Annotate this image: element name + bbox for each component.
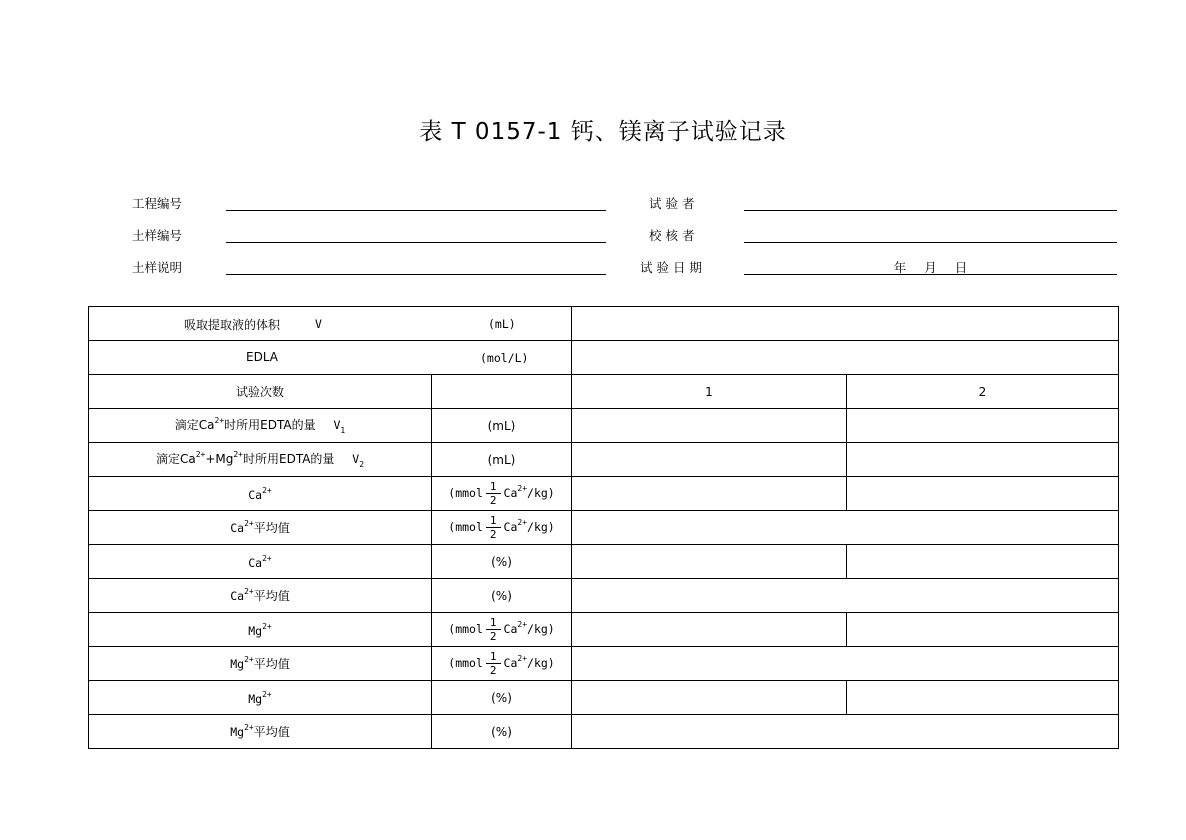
unit-pre: (mmol <box>448 520 483 534</box>
trial-count-label: 试验次数 <box>89 375 432 409</box>
fraction-num: 1 <box>486 616 501 630</box>
ion-sup: 2+ <box>244 519 254 528</box>
mmol-unit-cell <box>432 477 572 511</box>
unit-cell: (%) <box>432 715 572 749</box>
unit-ion: Ca <box>503 622 518 636</box>
value-cell[interactable] <box>572 647 1119 681</box>
ion-sup: 2+ <box>262 689 272 699</box>
ion-sup: 2+ <box>244 587 254 596</box>
ion-text: Mg <box>230 725 245 739</box>
label-text: 时所用EDTA的量 <box>243 452 335 466</box>
label-cell <box>89 443 432 477</box>
table-row <box>89 477 1119 511</box>
edla-label: EDLA <box>246 350 278 364</box>
unit-cell: (%) <box>432 545 572 579</box>
mmol-unit-cell <box>432 511 572 545</box>
unit-sup: 2+ <box>517 484 528 493</box>
fraction-num: 1 <box>486 480 501 494</box>
unit-pre: (mmol <box>448 486 483 500</box>
label-cell <box>89 545 432 579</box>
sample-no-line[interactable] <box>226 242 606 243</box>
label-cell <box>89 307 572 341</box>
record-table <box>88 306 1119 749</box>
unit-cell: (%) <box>432 579 572 613</box>
unit-ion: Ca <box>503 656 518 670</box>
value-cell[interactable] <box>847 545 1119 579</box>
label-sup: 2+ <box>195 450 206 459</box>
label-cell <box>89 681 432 715</box>
label-sup: 2+ <box>233 450 243 459</box>
label-cell <box>89 613 432 647</box>
table-row <box>89 375 1119 409</box>
fraction-num: 1 <box>486 650 501 664</box>
label-sup: 2+ <box>214 416 225 425</box>
value-cell[interactable] <box>572 511 1119 545</box>
ion-text: Mg <box>248 691 263 706</box>
value-cell[interactable] <box>572 545 847 579</box>
table-row <box>89 681 1119 715</box>
value-cell[interactable] <box>572 409 847 443</box>
unit-pre: (mmol <box>448 656 483 670</box>
mmol-unit-cell <box>432 647 572 681</box>
label-cell <box>89 341 572 375</box>
unit-post: /kg) <box>527 520 555 534</box>
value-cell[interactable] <box>847 443 1119 477</box>
unit-post: /kg) <box>527 656 555 670</box>
ion-sup: 2+ <box>244 655 254 664</box>
value-cell[interactable] <box>572 477 847 511</box>
label-text: 滴定Ca <box>174 418 215 432</box>
label-text: 滴定Ca <box>155 452 196 466</box>
value-cell[interactable] <box>572 715 1119 749</box>
value-cell[interactable] <box>847 409 1119 443</box>
volume-symbol: V <box>315 317 322 331</box>
sample-desc-label: 土样说明 <box>132 260 183 275</box>
fraction-num: 1 <box>486 514 501 528</box>
table-row <box>89 443 1119 477</box>
ion-sup: 2+ <box>262 553 272 563</box>
symbol-sub: 1 <box>340 426 346 435</box>
test-date-line[interactable] <box>744 274 1117 275</box>
value-cell[interactable] <box>572 443 847 477</box>
label-text: 时所用EDTA的量 <box>224 418 316 432</box>
value-cell[interactable] <box>572 341 1119 375</box>
trial-2-header: 2 <box>847 375 1119 409</box>
table-row <box>89 647 1119 681</box>
label-cell <box>89 715 432 749</box>
fraction-den: 2 <box>489 664 497 677</box>
symbol-text: V <box>333 418 341 432</box>
ion-text: Ca <box>248 487 263 502</box>
table-row <box>89 579 1119 613</box>
unit-post: /kg) <box>527 622 555 636</box>
fraction-den: 2 <box>489 528 497 541</box>
tester-line[interactable] <box>744 210 1117 211</box>
suffix-text: 平均值 <box>253 589 290 603</box>
symbol-sub: 2 <box>359 460 365 469</box>
table-row <box>89 545 1119 579</box>
project-no-label: 工程编号 <box>132 196 183 211</box>
half-fraction <box>486 650 501 677</box>
unit-cell: (%) <box>432 681 572 715</box>
suffix-text: 平均值 <box>253 521 290 535</box>
label-cell <box>89 477 432 511</box>
half-fraction <box>486 480 501 507</box>
suffix-text: 平均值 <box>253 657 290 671</box>
test-date-label: 试 验 日 期 <box>640 260 702 275</box>
value-cell[interactable] <box>847 681 1119 715</box>
label-cell <box>89 511 432 545</box>
half-fraction <box>486 514 501 541</box>
ion-sup: 2+ <box>262 621 272 631</box>
unit-cell: (mL) <box>432 443 572 477</box>
suffix-text: 平均值 <box>253 725 290 739</box>
label-cell <box>89 579 432 613</box>
date-value: 年 月 日 <box>893 260 968 275</box>
value-cell[interactable] <box>847 477 1119 511</box>
unit-sup: 2+ <box>517 620 528 629</box>
volume-unit: (mL) <box>488 317 516 331</box>
value-cell[interactable] <box>572 307 1119 341</box>
ion-sup: 2+ <box>244 723 254 732</box>
ion-text: Mg <box>230 657 245 671</box>
trial-1-header: 1 <box>572 375 847 409</box>
ion-sup: 2+ <box>262 485 272 495</box>
value-cell[interactable] <box>572 613 847 647</box>
ion-text: Ca <box>248 555 263 570</box>
unit-post: /kg) <box>527 486 555 500</box>
unit-sup: 2+ <box>517 654 528 663</box>
value-cell[interactable] <box>572 579 1119 613</box>
unit-ion: Ca <box>503 486 518 500</box>
table-row <box>89 715 1119 749</box>
ion-text: Ca <box>230 521 245 535</box>
fraction-den: 2 <box>489 630 497 643</box>
unit-ion: Ca <box>503 520 518 534</box>
label-cell <box>89 409 432 443</box>
table-row <box>89 409 1119 443</box>
volume-label: 吸取提取液的体积 <box>184 318 281 332</box>
label-text: +Mg <box>205 452 234 466</box>
symbol-text: V <box>352 452 360 466</box>
project-no-line[interactable] <box>226 210 606 211</box>
edla-unit: (mol/L) <box>480 351 529 365</box>
ion-text: Mg <box>248 623 263 638</box>
sample-desc-line[interactable] <box>226 274 606 275</box>
unit-cell <box>432 375 572 409</box>
ion-text: Ca <box>230 589 245 603</box>
value-cell[interactable] <box>572 681 847 715</box>
table-row <box>89 511 1119 545</box>
table-row <box>89 341 1119 375</box>
mmol-unit-cell <box>432 613 572 647</box>
page-title: 表 T 0157-1 钙、镁离子试验记录 <box>419 119 787 145</box>
tester-label: 试 验 者 <box>649 196 695 211</box>
unit-pre: (mmol <box>448 622 483 636</box>
unit-sup: 2+ <box>517 518 528 527</box>
table-row <box>89 307 1119 341</box>
label-cell <box>89 647 432 681</box>
unit-cell: (mL) <box>432 409 572 443</box>
checker-label: 校 核 者 <box>649 228 695 243</box>
value-cell[interactable] <box>847 613 1119 647</box>
sample-no-label: 土样编号 <box>132 228 183 243</box>
fraction-den: 2 <box>489 494 497 507</box>
checker-line[interactable] <box>744 242 1117 243</box>
half-fraction <box>486 616 501 643</box>
table-row <box>89 613 1119 647</box>
